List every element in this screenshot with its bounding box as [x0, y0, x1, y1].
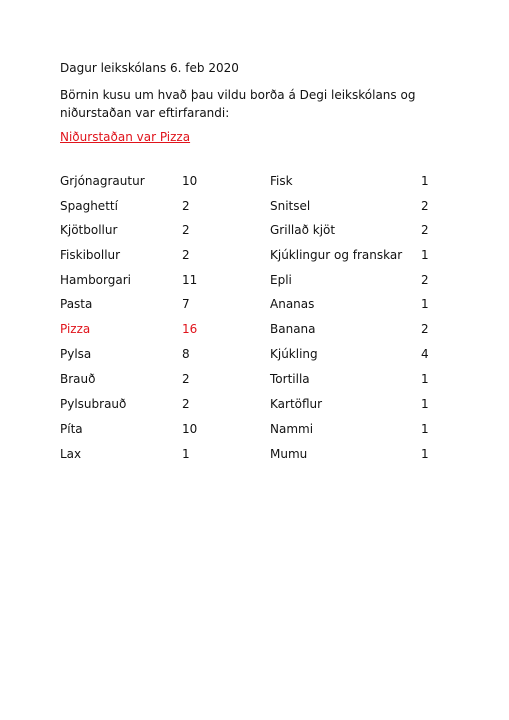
vote-count-left: 2 — [182, 372, 190, 386]
intro-text: Börnin kusu um hvað þau vildu borða á Degi leikskólans og niðurstaðan var eftirfarandi: — [60, 88, 416, 120]
food-name-right: Snitsel — [270, 199, 311, 213]
food-name-left: Fiskibollur — [60, 248, 121, 262]
food-name-left: Brauð — [60, 372, 96, 386]
vote-count-right: 1 — [421, 297, 429, 311]
food-name-right: Kjúklingur og franskar — [270, 248, 403, 262]
vote-count-left: 10 — [182, 174, 198, 188]
table-row — [0, 223, 509, 241]
food-name-left: Lax — [60, 447, 82, 461]
vote-count-left: 10 — [182, 422, 198, 436]
vote-count-left: 2 — [182, 199, 190, 213]
vote-count-left: 2 — [182, 223, 190, 237]
food-name-right: Epli — [270, 273, 292, 287]
table-row — [0, 174, 509, 192]
food-name-right: Grillað kjöt — [270, 223, 336, 237]
food-name-right: Fisk — [270, 174, 293, 188]
food-name-right: Tortilla — [270, 372, 310, 386]
food-name-right: Kjúkling — [270, 347, 318, 361]
food-name-right: Kartöflur — [270, 397, 323, 411]
vote-count-right: 2 — [421, 273, 429, 287]
document-title: Dagur leikskólans 6. feb 2020 — [60, 61, 239, 75]
vote-count-right: 1 — [421, 372, 429, 386]
table-row — [0, 447, 509, 465]
vote-count-right: 1 — [421, 248, 429, 262]
food-name-left: Pylsubrauð — [60, 397, 127, 411]
vote-count-right: 1 — [421, 422, 429, 436]
vote-count-right: 2 — [421, 322, 429, 336]
vote-count-left: 7 — [182, 297, 190, 311]
table-row — [0, 322, 509, 340]
food-name-left: Pylsa — [60, 347, 92, 361]
food-name-right: Ananas — [270, 297, 315, 311]
vote-count-left: 2 — [182, 248, 190, 262]
food-name-left: Pasta — [60, 297, 93, 311]
table-row — [0, 372, 509, 390]
vote-count-right: 1 — [421, 174, 429, 188]
food-name-left: Grjónagrautur — [60, 174, 145, 188]
food-name-right: Banana — [270, 322, 316, 336]
vote-count-left: 1 — [182, 447, 190, 461]
result-text: Niðurstaðan var Pizza — [60, 130, 191, 144]
table-row — [0, 248, 509, 266]
food-name-left-winner: Pizza — [60, 322, 91, 336]
table-row — [0, 199, 509, 217]
food-name-left: Hamborgari — [60, 273, 131, 287]
table-row — [0, 347, 509, 365]
vote-count-left: 11 — [182, 273, 198, 287]
vote-count-right: 1 — [421, 447, 429, 461]
table-row — [0, 273, 509, 291]
vote-count-left-winner: 16 — [182, 322, 198, 336]
vote-count-right: 4 — [421, 347, 429, 361]
table-row — [0, 397, 509, 415]
vote-count-left: 8 — [182, 347, 190, 361]
vote-count-right: 1 — [421, 397, 429, 411]
table-row — [0, 422, 509, 440]
vote-count-left: 2 — [182, 397, 190, 411]
vote-count-right: 2 — [421, 199, 429, 213]
table-row — [0, 297, 509, 315]
vote-count-right: 2 — [421, 223, 429, 237]
food-name-right: Nammi — [270, 422, 314, 436]
food-name-left: Kjötbollur — [60, 223, 118, 237]
food-name-right: Mumu — [270, 447, 308, 461]
food-name-left: Spaghettí — [60, 199, 118, 213]
food-name-left: Píta — [60, 422, 83, 436]
